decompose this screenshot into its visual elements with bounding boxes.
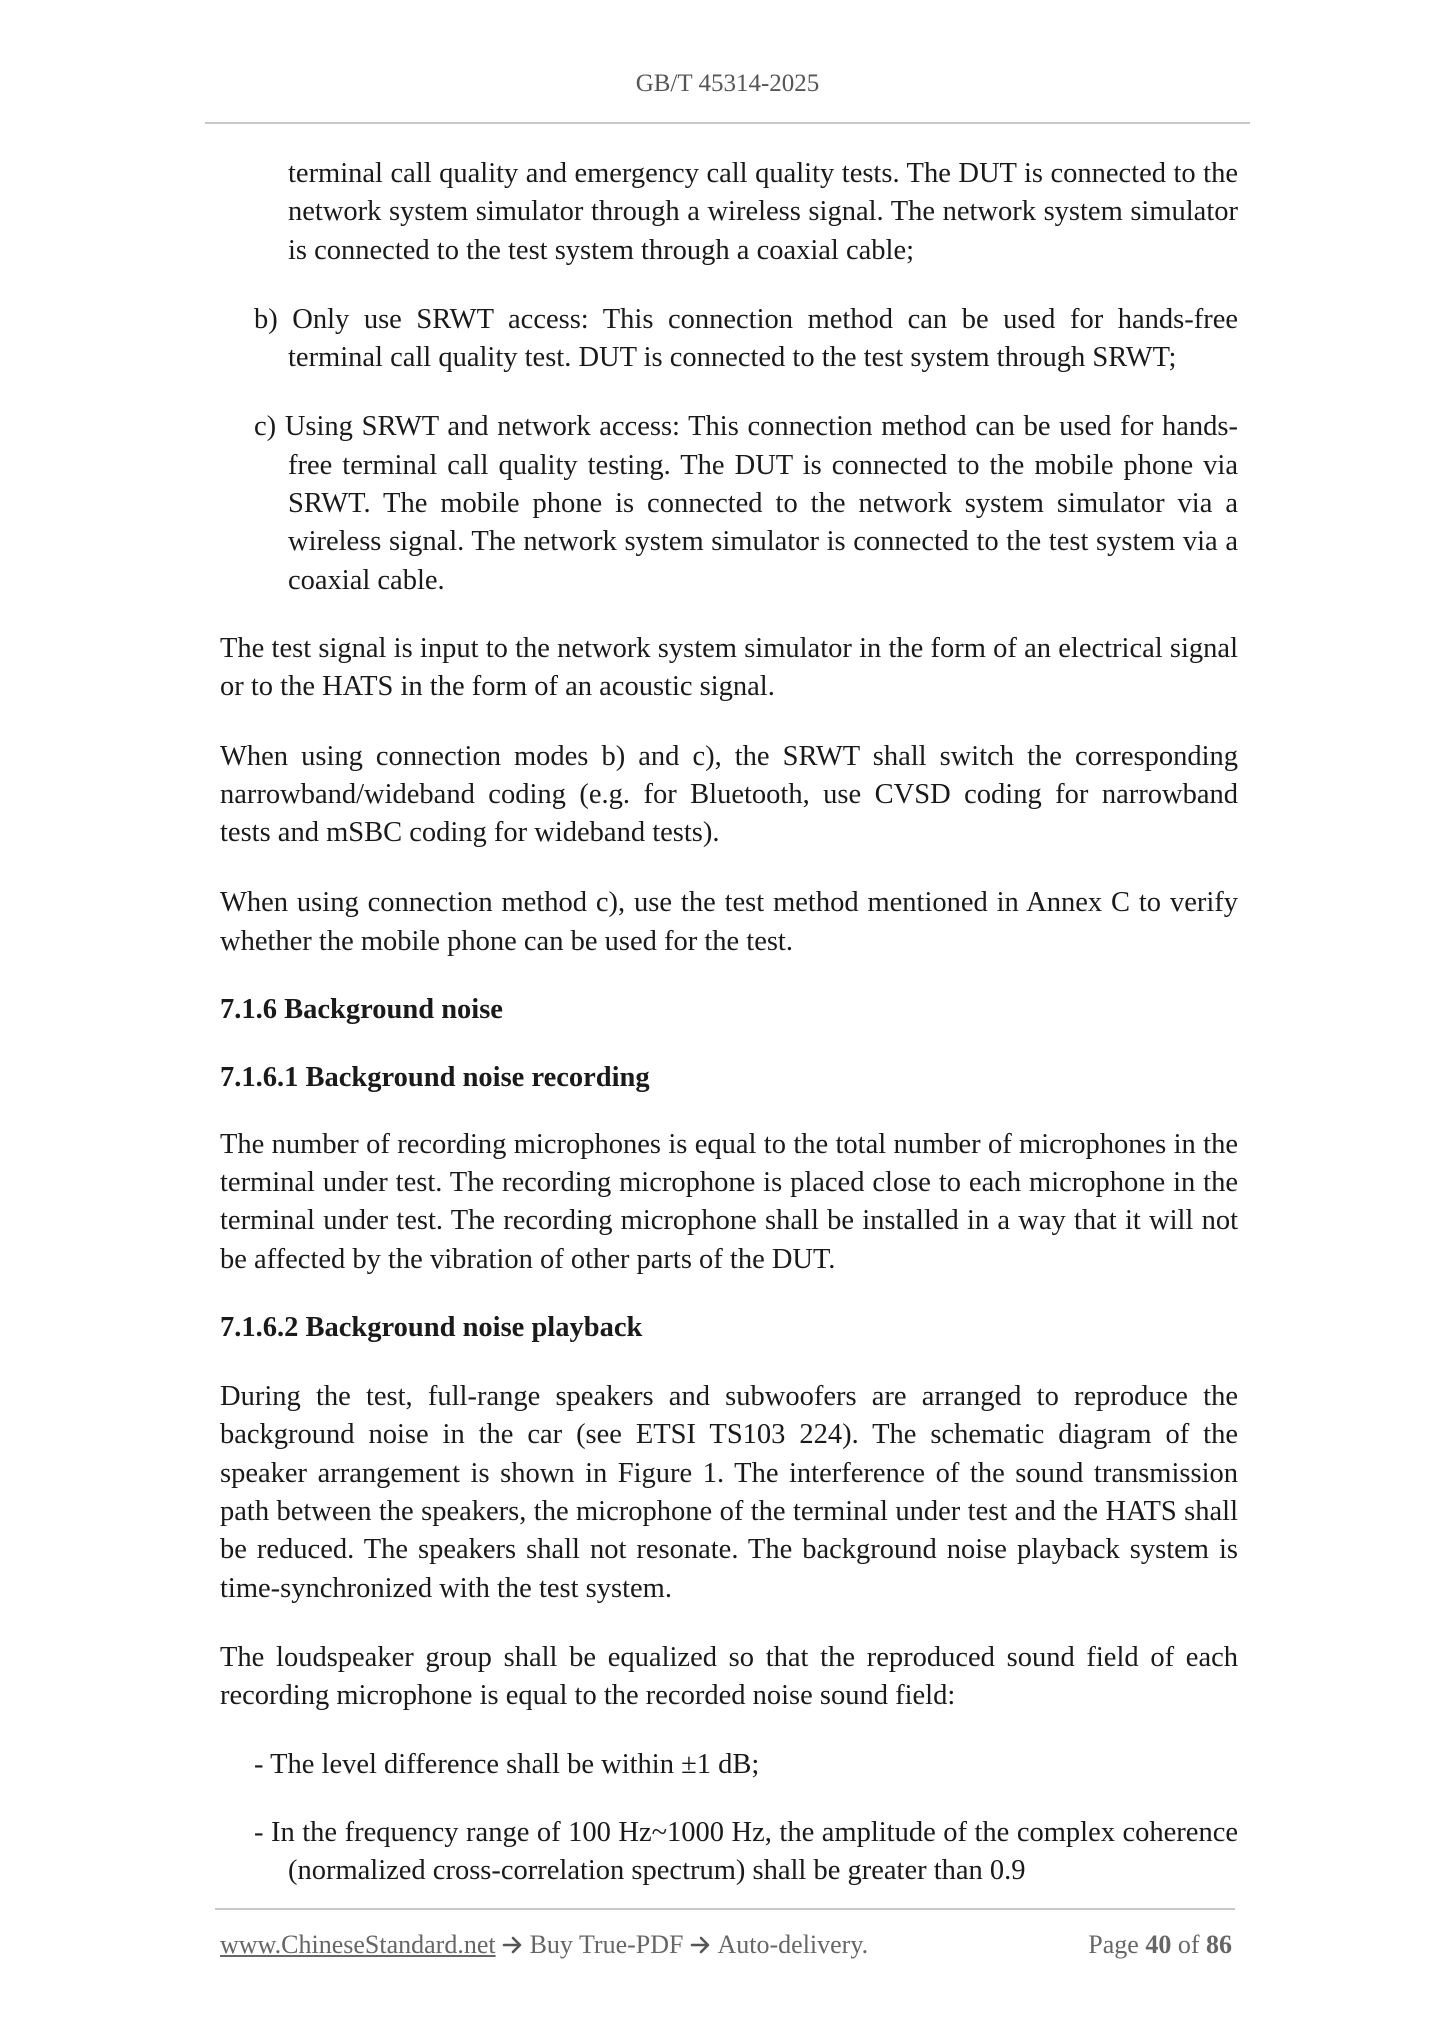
paragraph-connection-method-c: When using connection method c), use the test method mentioned in Annex C to verify whether the mobile phone can be used for the test. xyxy=(220,887,1238,957)
arrow-right-icon xyxy=(502,1935,524,1955)
buy-true-pdf-text: Buy True-PDF xyxy=(529,1930,684,1959)
list-item-c: c) Using SRWT and network access: This connection method can be used for hands-free terminal call quality testing. The DUT is connected to the mobile phone via SRWT. The mobile phone is connected to the network system simulator via a wireless signal. The network system simulator is connected to the test system via a coaxial cable. xyxy=(254,411,1238,596)
page-footer xyxy=(220,1930,1232,1960)
page-indicator xyxy=(1088,1930,1232,1960)
paragraph-equalization: The loudspeaker group shall be equalized so that the reproduced sound field of each recording microphone is equal to the recorded noise sound field: xyxy=(220,1641,1238,1712)
current-page-number: 40 xyxy=(1145,1930,1172,1959)
section-heading-7-1-6: 7.1.6 Background noise xyxy=(220,994,503,1026)
section-heading-7-1-6-1: 7.1.6.1 Background noise recording xyxy=(220,1062,650,1094)
bullet-frequency-coherence: - In the frequency range of 100 Hz~1000 Hz, the amplitude of the complex coherence (normalized cross-correlation spectrum) shall be greater than 0.9 xyxy=(254,1816,1238,1887)
of-label: of xyxy=(1177,1930,1200,1959)
page-body xyxy=(220,155,1238,1890)
chinesestandard-link[interactable]: www.ChineseStandard.net xyxy=(220,1930,496,1959)
running-header: GB/T 45314-2025 xyxy=(635,70,820,97)
list-item-b: b) Only use SRWT access: This connection method can be used for hands-free terminal call quality test. DUT is connected to the test system through SRWT; xyxy=(254,303,1238,374)
footer-links xyxy=(220,1930,868,1960)
paragraph-noise-recording: The number of recording microphones is equal to the total number of microphones in the terminal under test. The recording microphone is placed close to each microphone in the terminal under test. The recording microphone shall be installed in a way that it will not be affected by the vibration of other parts of the DUT. xyxy=(220,1128,1238,1275)
paragraph-test-signal: The test signal is input to the network system simulator in the form of an electrical signal or to the HATS in the form of an acoustic signal. xyxy=(220,632,1238,703)
total-pages: 86 xyxy=(1206,1930,1232,1959)
auto-delivery-text: Auto-delivery. xyxy=(717,1930,869,1959)
arrow-right-icon xyxy=(690,1935,712,1955)
bullet-level-difference: - The level difference shall be within ±1 dB; xyxy=(254,1748,760,1780)
list-item-a-continued: terminal call quality and emergency call quality tests. The DUT is connected to the network system simulator through a wireless signal. The network system simulator is connected to the test system through a coaxial cable; xyxy=(288,158,1238,266)
header-rule xyxy=(205,122,1250,124)
footer-rule xyxy=(215,1908,1235,1910)
page-label: Page xyxy=(1088,1930,1139,1959)
section-heading-7-1-6-2: 7.1.6.2 Background noise playback xyxy=(220,1311,643,1343)
paragraph-connection-modes: When using connection modes b) and c), the SRWT shall switch the corresponding narrowband/wideband coding (e.g. for Bluetooth, use CVSD coding for narrowband tests and mSBC coding for wideband tests). xyxy=(220,740,1238,849)
paragraph-noise-playback: During the test, full-range speakers and subwoofers are arranged to reproduce the background noise in the car (see ETSI TS103 224). The schematic diagram of the speaker arrangement is shown in Figure 1. The interference of the sound transmission path between the speakers, the microphone of the terminal under test and the HATS shall be reduced. The speakers shall not resonate. The background noise playback system is time-synchronized with the test system. xyxy=(220,1381,1238,1604)
